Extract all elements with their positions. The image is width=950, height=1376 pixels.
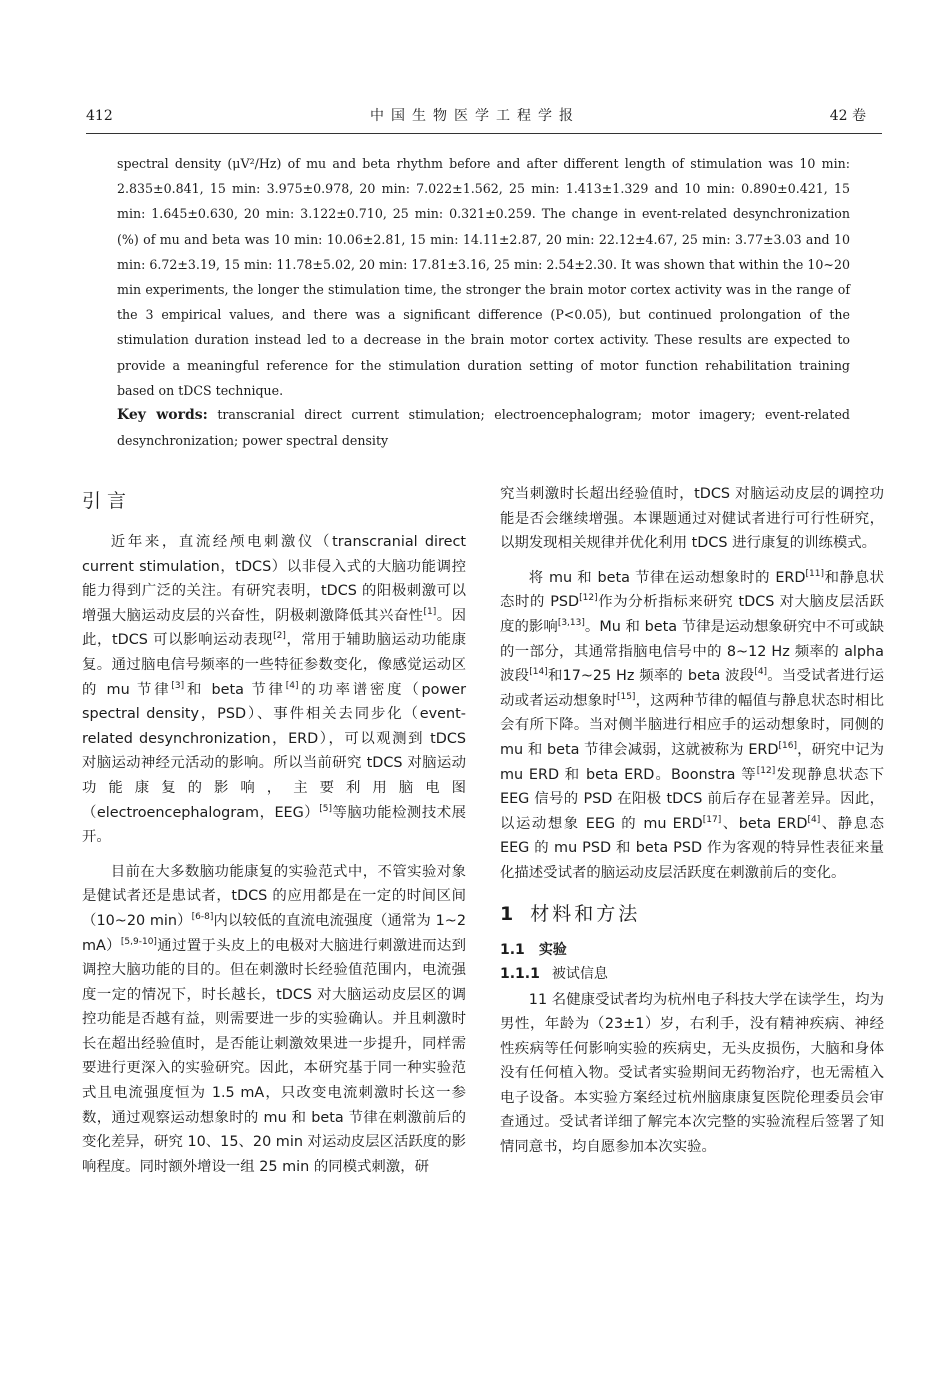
intro-paragraph-1: 近年来，直流经颅电刺激仪（transcranial direct current stimulation，tDCS）以非侵入式的大脑功能调控能力得到广泛的关注。有研究表明，tDCS 的阳极刺激可以增强大脑运动皮层的兴奋性，阴极刺激降低其兴奋性[1]。因此，tDCS 可以影响运动表现[2]，常用于辅助脑运动功能康复。通过脑电信号频率的一些特征参数变化，像感觉运动区的 mu 节律[3]和 beta 节律[4]的功率谱密度（power spectral density，PSD）、事件相关去同步化（event-related desynchronization，ERD），可以观测到 tDCS 对脑运动神经元活动的影响。所以当前研究 tDCS 对脑运动功能康复的影响，主要利用脑电图（electroencephalogram，EEG）[5]等脑功能检测技术展开。 [82,534,466,846]
methods-paragraph-1: 11 名健康受试者均为杭州电子科技大学在读学生，均为男性，年龄为（23±1）岁，右利手，没有精神疾病、神经性疾病等任何影响实验的疾病史，无头皮损伤，大脑和身体没有任何植入物。受试者实验期间无药物治疗，也无需植入电子设备。本实验方案经过杭州脑康康复医院伦理委员会审查通过。受试者详细了解完本次完整的实验流程后签署了知情同意书，均自愿参加本次实验。 [500,991,884,1156]
section-heading-methods [500,900,884,928]
keywords-label: Key words: [117,407,208,423]
citation: [1] [423,606,437,617]
section-title: 材料和方法 [530,902,641,925]
intro-heading: 引言 [82,490,133,512]
intro-paragraph-3: 将 mu 和 beta 节律在运动想象时的 ERD[11]和静息状态时的 PSD[12]作为分析指标来研究 tDCS 对大脑皮层活跃度的影响[3,13]。Mu 和 beta 节律是运动想象研究中不可或缺的一部分，其通常指脑电信号中的 8~12 Hz 频率的 alpha 波段[14]和17~25 Hz 频率的 beta 波段[4]。当受试者进行运动或者运动想象时[15]，这两种节律的幅值与静息状态时相比会有所下降。当对侧半脑进行相应手的运动想象时，同侧的 mu 和 beta 节律会减弱，这就被称为 ERD[16]，研究中记为 mu ERD 和 beta ERD。Boonstra 等[12]发现静息状态下 EEG 信号的 PSD 在阳极 tDCS 前后存在显著差异。因此，以运动想象 EEG 的 mu ERD[17]、beta ERD[4]、静息态 EEG 的 mu PSD 和 beta PSD 作为客观的特异性表征来量化描述受试者的脑运动皮层活跃度在刺激前后的变化。 [500,568,884,881]
subsubsection-title: 被试信息 [551,965,608,982]
header-rule [86,133,882,134]
subsection-heading-experiment [500,938,884,962]
citation: [4] [754,667,768,678]
citation: [5,9-10] [120,936,157,947]
citation: [11] [805,568,824,579]
keywords-text: transcranial direct current stimulation; electroencephalogram; motor imagery; event-related desynchronization; power spectral density [117,407,850,449]
citation: [3,13] [557,618,585,629]
citation: [4] [285,680,299,691]
citation: [14] [529,667,548,678]
citation: [6-8] [191,912,214,923]
citation: [4] [807,814,821,825]
subsection-title: 实验 [538,941,567,958]
abstract-continuation: spectral density (μV²/Hz) of mu and beta rhythm before and after different length of stimulation was 10 min: 2.835±0.841, 15 min: 3.975±0.978, 20 min: 7.022±1.562, 25 min: 1.413±1.329 and 10 min: 0.890±0.421, 15 min: 1.645±0.630, 20 min: 3.122±0.710, 25 min: 0.321±0.259. The change in event-related desynchronization (%) of mu and beta was 10 min: 10.06±2.81, 15 min: 14.11±2.87, 20 min: 22.12±4.67, 25 min: 3.77±3.03 and 10 min: 6.72±3.19, 15 min: 11.78±5.02, 20 min: 17.81±3.16, 25 min: 2.54±2.30. It was shown that within the 10~20 min experiments, the longer the stimulation time, the stronger the brain motor cortex activity was in the range of the 3 empirical values, and there was a significant difference (P<0.05), but continued prolongation of the stimulation duration instead led to a decrease in the brain motor cortex activity. These results are expected to provide a meaningful reference for the stimulation duration setting of motor function rehabilitation training based on tDCS technique. [117,156,850,398]
citation: [15] [616,691,636,702]
citation: [12] [756,765,776,776]
section-number: 1 [500,902,517,925]
subsection-number: 1.1 [500,941,525,958]
subsubsection-heading-subjects [500,962,884,986]
intro-paragraph-2: 目前在大多数脑功能康复的实验范式中，不管实验对象是健试者还是患试者，tDCS 的应用都是在一定的时间区间（10~20 min）[6-8]内以较低的直流电流强度（通常为 1~2 mA）[5,9-10]通过置于头皮上的电极对大脑进行刺激进而达到调控大脑功能的目的。但在刺激时长经验值范围内，电流强度一定的情况下，时长越长，tDCS 对大脑运动皮层区的调控功能是否越有益，则需要进一步的实验确认。并且刺激时长在超出经验值时，是否能让刺激效果进一步提升，同样需要进行更深入的实验研究。因此，本研究基于同一种实验范式且电流强度恒为 1.5 mA，只改变电流刺激时长这一参数，通过观察运动想象时的 mu 和 beta 节律在刺激前后的变化差异，研究 10、15、20 min 对运动皮层区活跃度的影响程度。同时额外增设一组 25 min 的同模式刺激，研 [82,863,466,1175]
citation: [16] [778,741,797,752]
citation: [5] [319,803,332,814]
intro-paragraph-2-continued: 究当刺激时长超出经验值时，tDCS 对脑运动皮层的调控功能是否会继续增强。本课题通过对健试者进行可行性研究，以期发现相关规律并优化利用 tDCS 进行康复的训练模式。 [500,486,884,552]
subsubsection-number: 1.1.1 [500,965,540,982]
citation: [12] [579,593,598,604]
citation: [2] [273,631,286,642]
page-number: 412 [86,108,113,124]
right-column [500,482,884,1160]
left-column [82,482,466,1179]
citation: [3] [171,680,185,691]
citation: [17] [702,814,722,825]
journal-title: 中国生物医学工程学报 [370,108,580,124]
keywords [117,402,850,453]
volume-label: 42 卷 [829,108,866,124]
